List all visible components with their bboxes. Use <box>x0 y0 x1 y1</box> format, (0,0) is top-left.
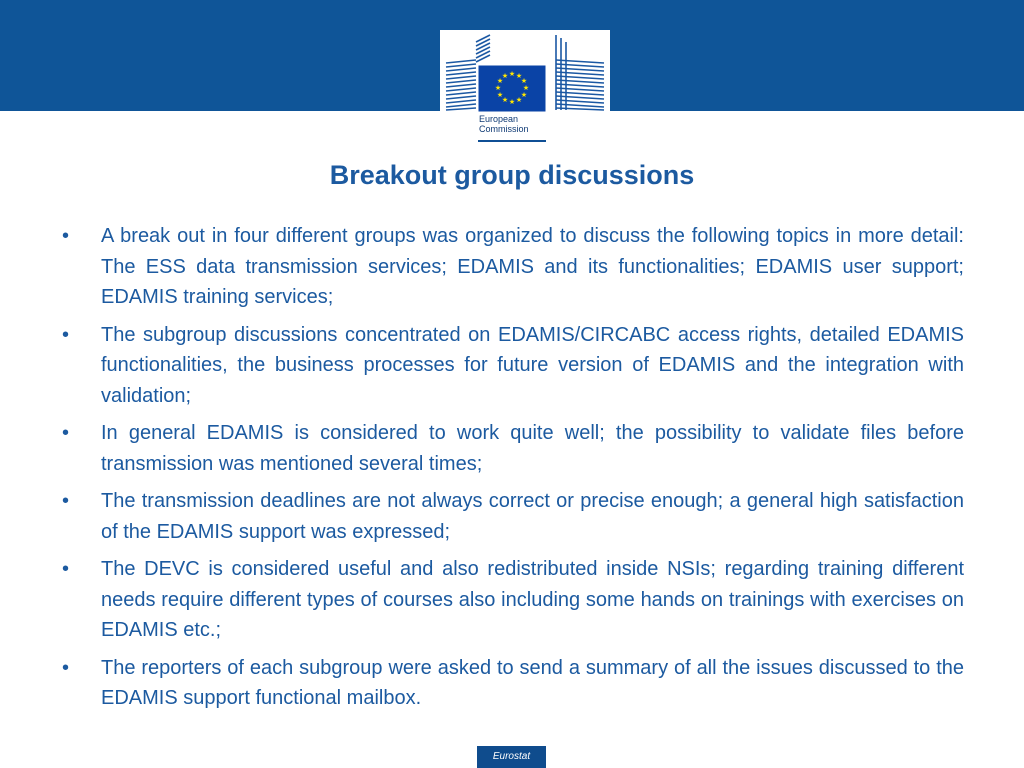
svg-text:★: ★ <box>508 98 516 106</box>
logo-text-line2: Commission <box>479 124 529 134</box>
svg-text:★: ★ <box>494 84 502 92</box>
svg-text:★: ★ <box>508 70 516 78</box>
svg-text:★: ★ <box>515 72 523 80</box>
eurostat-badge: Eurostat <box>477 746 546 768</box>
bullet-text: The transmission deadlines are not always correct or precise enough; a general high satisfaction of the EDAMIS support was expressed; <box>101 490 964 543</box>
slide-title: Breakout group discussions <box>329 160 695 190</box>
svg-text:★: ★ <box>496 77 504 85</box>
svg-text:★: ★ <box>520 91 528 99</box>
logo-text-line1: European <box>479 114 519 124</box>
bullet-item <box>62 320 964 412</box>
bullet-icon: • <box>62 422 70 444</box>
bullet-item <box>62 486 964 547</box>
logo-underline <box>478 140 546 142</box>
bullet-text: The reporters of each subgroup were asked to send a summary of all the issues discussed to the EDAMIS support functional mailbox. <box>101 656 964 709</box>
bullet-item <box>62 653 964 714</box>
bullet-icon: • <box>62 558 70 580</box>
svg-text:★: ★ <box>520 77 528 85</box>
bullet-text: The subgroup discussions concentrated on EDAMIS/CIRCABC access rights, detailed EDAMIS functionalities, the business processes for future version of EDAMIS and the integration with validation; <box>101 323 964 407</box>
european-commission-logo-icon <box>440 30 610 120</box>
bullet-icon: • <box>62 490 70 512</box>
svg-text:★: ★ <box>501 72 509 80</box>
logo-wordmark <box>479 114 529 134</box>
building-right <box>556 35 604 110</box>
svg-text:★: ★ <box>515 96 523 104</box>
bullet-text: A break out in four different groups was organized to discuss the following topics in more detail: The ESS data transmission services; EDAMIS and its functionalities; EDAMIS user support; EDAMIS training services; <box>101 225 964 308</box>
bullet-item <box>62 554 964 646</box>
bullet-text: The DEVC is considered useful and also redistributed inside NSIs; regarding training different needs require different types of courses also including some hands on trainings with exercises on EDAMIS etc.; <box>101 558 964 641</box>
svg-text:★: ★ <box>522 84 530 92</box>
bullet-icon: • <box>62 656 70 679</box>
bullet-list <box>62 221 964 721</box>
svg-text:★: ★ <box>501 96 509 104</box>
bullet-icon: • <box>62 323 70 346</box>
bullet-icon: • <box>62 225 70 247</box>
svg-text:★: ★ <box>496 91 504 99</box>
bullet-item <box>62 418 964 479</box>
bullet-text: In general EDAMIS is considered to work quite well; the possibility to validate files before transmission was mentioned several times; <box>101 422 964 475</box>
bullet-item <box>62 221 964 313</box>
